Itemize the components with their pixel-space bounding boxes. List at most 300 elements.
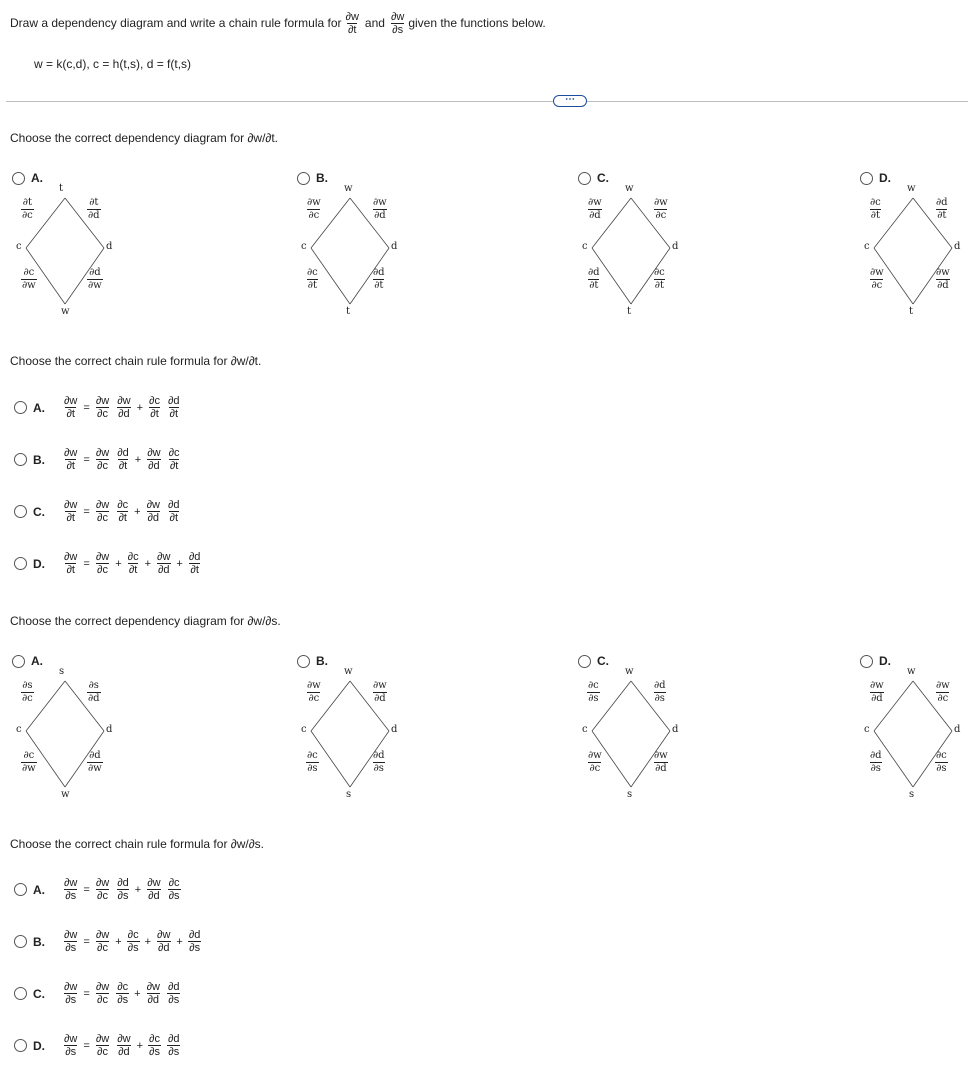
q1-option-a[interactable] [12,171,43,185]
radio-button[interactable] [578,172,591,185]
numerator: ∂w [95,447,110,459]
denominator: ∂t [654,280,664,291]
term-derivative [146,981,161,1006]
q1-diagram-d [854,185,968,345]
term-derivative [167,1033,181,1058]
numerator: ∂d [373,750,385,761]
numerator: ∂w [307,680,321,691]
edge-derivative [653,680,667,705]
numerator: ∂w [64,447,78,459]
denominator: ∂s [65,942,77,954]
term-derivative [188,929,202,954]
denominator: ∂t [169,408,179,420]
title-fraction-dw-dt: $\frac{\partial w}{\partial t}$ [345,10,359,36]
denominator: ∂t [118,512,127,524]
node-d: d [672,724,679,735]
q2-prompt: Choose the correct chain rule formula for ∂w/∂t. [10,354,262,368]
q1-diagram-a [6,185,136,345]
option-letter: A. [33,400,45,415]
edge-derivative [306,750,319,775]
node-d: d [672,241,679,252]
numerator: ∂d [654,680,666,691]
edge-derivative [21,197,34,222]
numerator: ∂w [147,447,161,459]
denominator: ∂w [88,280,102,291]
numerator: ∂c [307,750,318,761]
numerator: ∂w [64,981,78,993]
node-c: c [301,241,307,252]
denominator: ∂w [22,280,36,291]
term-derivative [95,981,110,1006]
denominator: ∂s [127,942,139,954]
denominator: ∂d [88,210,100,221]
numerator: ∂c [23,750,35,761]
numerator: ∂d [188,551,201,563]
denominator: ∂s [149,1046,160,1058]
q1-option-c[interactable] [578,171,609,185]
chain-rule-equation [60,551,204,576]
denominator: ∂c [589,763,601,774]
numerator: ∂d [117,877,129,889]
lhs-derivative [63,395,78,420]
q2-option-b[interactable] [14,447,184,472]
term-derivative [95,877,110,902]
edge-derivative [372,197,388,222]
numerator: ∂d [117,447,129,459]
option-label: C. [597,171,609,185]
edge-derivative [869,267,885,292]
denominator: ∂c [22,210,33,221]
edge-derivative [306,267,319,292]
option-label [14,557,60,571]
lhs-derivative [63,981,78,1006]
numerator: ∂c [168,447,180,459]
denominator: ∂d [374,210,386,221]
node-c: c [864,241,870,252]
q4-option-c[interactable] [14,981,184,1006]
option-label [14,987,60,1001]
denominator: ∂t [66,512,75,524]
denominator: ∂t [150,408,159,420]
edge-derivative [587,197,603,222]
numerator: ∂w [157,551,171,563]
denominator: ∂t [190,564,199,576]
node-t: t [909,306,914,317]
edge-derivative [653,750,669,775]
function-definitions: w = k(c,d), c = h(t,s), d = f(t,s) [34,57,192,71]
radio-button[interactable] [297,172,310,185]
option-label [14,401,60,415]
q1-option-d[interactable] [860,171,891,185]
denominator: ∂c [655,210,667,221]
chain-rule-equation [60,499,184,524]
edge-derivative [372,750,386,775]
section-divider [6,101,968,102]
denominator: ∂t [66,408,75,420]
edge-derivative [653,197,669,222]
q1-diagram-b [291,185,421,345]
term-derivative [168,447,181,472]
q3-diagram-b [291,668,421,828]
numerator: ∂d [588,267,600,278]
numerator: ∂d [936,197,948,208]
numerator: ∂w [588,197,602,208]
edge-derivative [935,197,949,222]
term-derivative [95,395,110,420]
term-derivative [156,551,171,576]
numerator: ∂c [936,750,947,761]
radio-button[interactable] [14,883,27,896]
denominator: ∂d [118,1046,130,1058]
q4-prompt: Choose the correct chain rule formula for ∂w/∂s. [10,837,264,851]
numerator: ∂w [157,929,171,941]
plus-sign: + [144,935,152,948]
denominator: ∂t [118,460,128,472]
denominator: ∂t [937,210,947,221]
term-derivative [148,395,161,420]
edge-derivative [306,680,322,705]
edge-derivative [372,680,388,705]
equals-sign: = [83,1039,90,1052]
term-derivative [146,499,161,524]
node-d: d [954,241,961,252]
node-c: c [16,724,22,735]
node-w: w [625,183,634,194]
denominator: ∂t [169,460,179,472]
numerator: ∂w [95,551,110,563]
q3-diagram-a [6,668,136,828]
numerator: ∂d [89,750,101,761]
equals-sign: = [83,453,90,466]
node-w: w [61,306,70,317]
numerator: ∂w [146,981,160,993]
denominator: ∂d [374,693,386,704]
denominator: ∂c [22,693,33,704]
denominator: ∂s [117,890,129,902]
question-title [10,6,546,40]
term-derivative [167,499,181,524]
numerator: ∂w [95,395,110,407]
plus-sign: + [134,505,141,518]
option-letter: B. [33,934,45,949]
denominator: ∂d [147,994,160,1006]
denominator: ∂d [157,942,170,954]
term-derivative [127,551,140,576]
radio-button[interactable] [860,655,873,668]
term-derivative [116,981,129,1006]
title-suffix: given the functions below. [408,16,546,30]
numerator: ∂w [95,877,110,889]
option-label [14,453,60,467]
chain-rule-equation [60,929,204,954]
term-derivative [167,395,181,420]
numerator: ∂c [117,499,129,511]
radio-button[interactable] [12,172,25,185]
edge-derivative [935,750,948,775]
denominator: ∂s [168,994,180,1006]
numerator: ∂w [936,680,950,691]
node-c: c [864,724,870,735]
denominator: ∂w [88,763,102,774]
q4-option-a[interactable] [14,877,184,902]
plus-sign: + [176,557,183,570]
node-w: w [907,183,916,194]
denominator: ∂s [307,763,318,774]
denominator: ∂t [374,280,384,291]
term-derivative [95,499,110,524]
radio-button[interactable] [14,1039,27,1052]
option-label: D. [879,171,891,185]
denominator: ∂t [169,512,179,524]
edge-derivative [869,197,882,222]
q1-option-b[interactable] [297,171,328,185]
option-letter: C. [33,986,45,1001]
edge-derivative [587,680,600,705]
edge-derivative [87,680,101,705]
denominator: ∂s [654,693,665,704]
option-letter: A. [33,882,45,897]
numerator: ∂w [95,1033,110,1045]
denominator: ∂c [97,408,108,420]
q3-option-b[interactable] [297,654,328,668]
denominator: ∂s [189,942,201,954]
edge-derivative [587,750,603,775]
edge-derivative [87,750,103,775]
numerator: ∂c [117,981,129,993]
denominator: ∂s [65,1046,77,1058]
plus-sign: + [144,557,152,570]
denominator: ∂d [148,890,160,902]
option-label [14,1039,60,1053]
node-c: c [301,724,307,735]
denominator: ∂t [66,460,75,472]
denominator: ∂t [66,564,75,576]
option-label: B. [316,171,328,185]
denominator: ∂d [937,280,949,291]
q4-option-d[interactable] [14,1033,184,1058]
radio-button[interactable] [14,401,27,414]
numerator: ∂w [146,499,160,511]
node-c: c [582,724,588,735]
numerator: ∂c [588,680,599,691]
option-label [14,505,60,519]
numerator: ∂s [88,680,99,691]
term-derivative [95,929,110,954]
denominator: ∂s [65,890,77,902]
radio-button[interactable] [14,505,27,518]
more-button[interactable]: ⋯ [553,95,587,107]
numerator: ∂d [870,750,882,761]
term-derivative [95,1033,110,1058]
node-t: t [627,306,632,317]
title-prefix: Draw a dependency diagram and write a chain rule formula for [10,16,342,30]
term-derivative [146,877,161,902]
node-d: d [391,724,398,735]
denominator: ∂w [22,763,36,774]
edge-derivative [87,197,101,222]
term-derivative [156,929,171,954]
numerator: ∂w [64,395,78,407]
numerator: ∂c [870,197,881,208]
numerator: ∂w [936,267,950,278]
edge-derivative [587,267,601,292]
option-label: A. [31,654,43,668]
edge-derivative [653,267,666,292]
option-label: B. [316,654,328,668]
title-and: and [364,16,385,30]
edge-derivative [21,680,34,705]
node-w: w [344,666,353,677]
equals-sign: = [83,401,90,414]
numerator: ∂d [188,929,201,941]
term-derivative [95,447,110,472]
numerator: ∂w [654,750,668,761]
numerator: ∂w [64,1033,78,1045]
plus-sign: + [176,935,183,948]
edge-derivative [21,267,37,292]
lhs-derivative [63,1033,78,1058]
node-w: w [625,666,634,677]
option-label: A. [31,171,43,185]
q3-diagram-c [572,668,702,828]
q4-option-b[interactable] [14,929,204,954]
term-derivative [148,1033,161,1058]
q3-option-a[interactable] [12,654,43,668]
plus-sign: + [134,883,142,896]
q3-diagram-d [854,668,968,828]
node-w: w [61,789,70,800]
denominator: ∂c [308,693,320,704]
numerator: ∂s [22,680,33,691]
node-s: s [59,666,65,677]
numerator: ∂w [95,499,110,511]
numerator: ∂t [22,197,32,208]
numerator: ∂w [654,197,668,208]
radio-button[interactable] [860,172,873,185]
node-d: d [954,724,961,735]
chain-rule-equation [60,395,184,420]
numerator: ∂w [307,197,321,208]
edge-derivative [869,750,883,775]
q2-option-c[interactable] [14,499,184,524]
node-w: w [907,666,916,677]
numerator: ∂d [89,267,101,278]
edge-derivative [87,267,103,292]
option-letter: B. [33,452,45,467]
radio-button[interactable] [297,655,310,668]
numerator: ∂w [588,750,602,761]
denominator: ∂d [118,408,130,420]
term-derivative [116,499,129,524]
denominator: ∂s [588,693,599,704]
option-label: D. [879,654,891,668]
chain-rule-equation [60,877,184,902]
plus-sign: + [115,557,122,570]
edge-derivative [21,750,37,775]
numerator: ∂d [373,267,385,278]
numerator: ∂c [168,877,180,889]
node-s: s [627,789,633,800]
numerator: ∂w [64,929,78,941]
numerator: ∂w [64,877,78,889]
chain-rule-equation [60,981,184,1006]
edge-derivative [935,267,951,292]
denominator: ∂t [870,210,880,221]
numerator: ∂d [167,1033,180,1045]
edge-derivative [935,680,951,705]
denominator: ∂s [373,763,384,774]
plus-sign: + [115,935,122,948]
q2-option-d[interactable] [14,551,204,576]
numerator: ∂c [127,929,139,941]
numerator: ∂c [149,395,160,407]
numerator: ∂c [127,551,139,563]
denominator: ∂s [168,1046,180,1058]
radio-button[interactable] [12,655,25,668]
denominator: ∂c [937,693,949,704]
denominator: ∂d [147,512,160,524]
lhs-derivative [63,877,78,902]
denominator: ∂s [117,994,129,1006]
numerator: ∂c [149,1033,160,1045]
radio-button[interactable] [14,557,27,570]
title-fraction-dw-ds: $\frac{\partial w}{\partial s}$ [390,10,405,36]
plus-sign: + [134,453,142,466]
edge-derivative [869,680,885,705]
term-derivative [116,877,130,902]
q2-option-a[interactable] [14,395,184,420]
term-derivative [116,1033,131,1058]
numerator: ∂d [167,395,180,407]
option-label [14,935,60,949]
numerator: ∂w [117,1033,131,1045]
plus-sign: + [134,987,141,1000]
radio-button[interactable] [578,655,591,668]
radio-button[interactable] [14,935,27,948]
q1-prompt: Choose the correct dependency diagram for ∂w/∂t. [10,131,278,145]
radio-button[interactable] [14,453,27,466]
plus-sign: + [136,1039,144,1052]
option-letter: C. [33,504,45,519]
lhs-derivative [63,929,78,954]
term-derivative [146,447,161,472]
denominator: ∂s [65,994,77,1006]
option-letter: D. [33,556,45,571]
numerator: ∂d [167,499,180,511]
edge-derivative [306,197,322,222]
equals-sign: = [83,505,90,518]
term-derivative [95,551,110,576]
denominator: ∂c [871,280,883,291]
option-label: C. [597,654,609,668]
numerator: ∂w [117,395,131,407]
option-letter: D. [33,1038,45,1053]
radio-button[interactable] [14,987,27,1000]
lhs-derivative [63,551,78,576]
denominator: ∂s [168,890,180,902]
q3-option-c[interactable] [578,654,609,668]
denominator: ∂d [157,564,170,576]
term-derivative [168,877,181,902]
q3-option-d[interactable] [860,654,891,668]
denominator: ∂t [307,280,317,291]
equals-sign: = [83,883,90,896]
denominator: ∂s [870,763,881,774]
numerator: ∂d [167,981,180,993]
numerator: ∂c [23,267,35,278]
node-t: t [346,306,351,317]
equals-sign: = [83,987,90,1000]
